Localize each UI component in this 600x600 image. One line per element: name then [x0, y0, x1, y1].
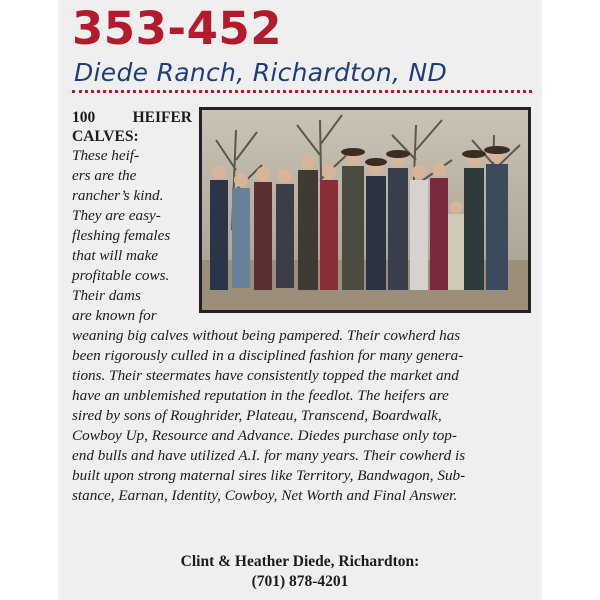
description-line: have an unblemished reputation in the feedlot. The heifers are: [72, 387, 449, 404]
description-line: been rigorously culled in a disciplined fashion for many genera-: [72, 347, 464, 364]
dotted-divider: [72, 90, 532, 93]
listing-description: [72, 108, 535, 506]
listing-panel: [58, 0, 542, 600]
description-line: Cowboy Up, Resource and Advance. Diedes purchase only top-: [72, 427, 457, 444]
description-line: profitable cows.: [72, 267, 170, 284]
description-line: stance, Earnan, Identity, Cowboy, Net Worth and Final Answer.: [72, 487, 458, 504]
listing-heading: 100 HEIFER CALVES:: [72, 109, 192, 145]
description-line: end bulls and have utilized A.I. for many years. Their cowherd is: [72, 447, 466, 464]
description-line: ers are the: [72, 167, 137, 184]
description-line: are known for: [72, 307, 157, 324]
lot-number: 353-452: [72, 2, 283, 55]
description-line: They are easy-: [72, 207, 161, 224]
description-line: that will make: [72, 247, 159, 264]
description-narrow-lines: [72, 146, 535, 326]
description-full-lines: [72, 326, 535, 506]
contact-block: [58, 552, 542, 592]
description-line: built upon strong maternal sires like Territory, Bandwagon, Sub-: [72, 467, 466, 484]
contact-names: Clint & Heather Diede, Richardton:: [180, 553, 420, 570]
description-line: weaning big calves without being pampered. Their cowherd has: [72, 327, 461, 344]
description-line: sired by sons of Roughrider, Plateau, Transcend, Boardwalk,: [72, 407, 442, 424]
description-line: fleshing females: [72, 227, 171, 244]
description-line: Their dams: [72, 287, 141, 304]
contact-phone: (701) 878-4201: [251, 573, 349, 590]
description-line: rancher’s kind.: [72, 187, 164, 204]
description-line: These heif-: [72, 147, 140, 164]
description-line: tions. Their steermates have consistently topped the market and: [72, 367, 459, 384]
ranch-name: Diede Ranch, Richardton, ND: [74, 58, 448, 87]
